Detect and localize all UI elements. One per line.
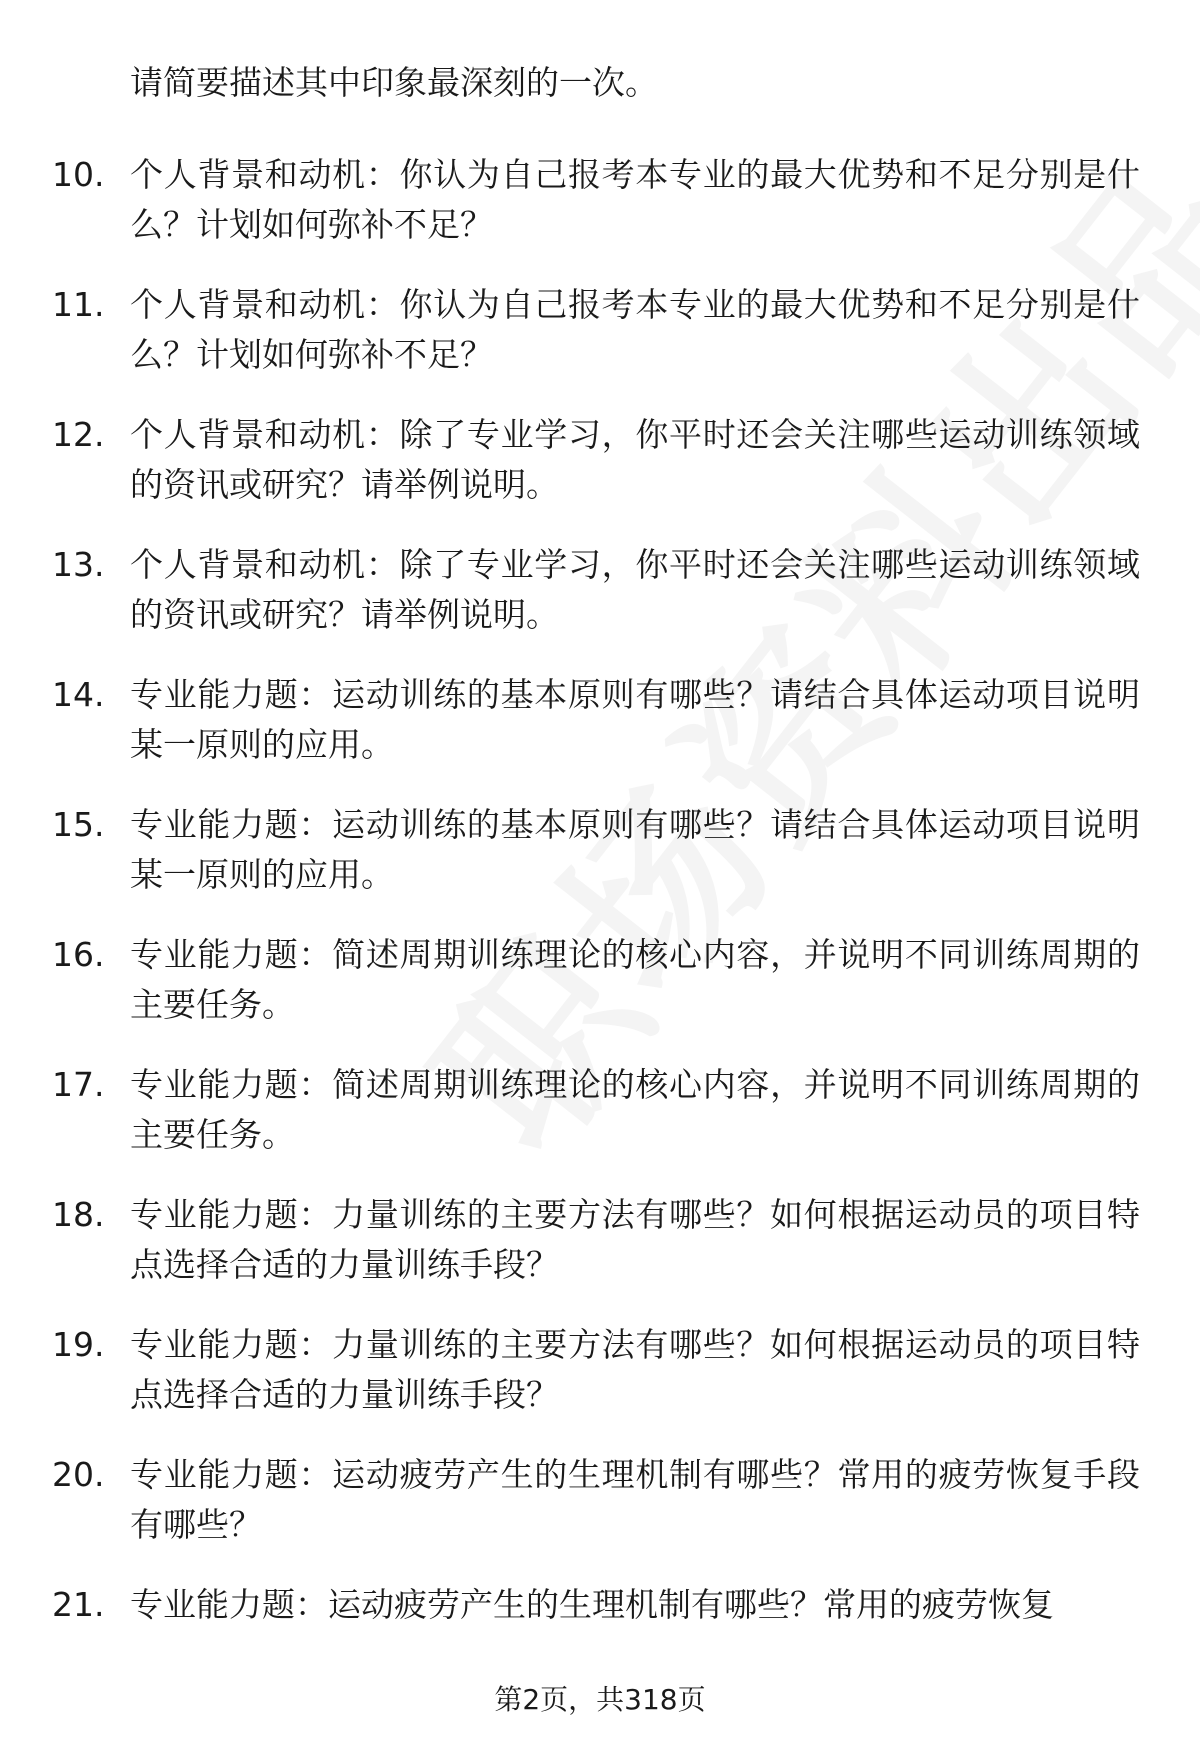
question-text: 专业能力题：运动训练的基本原则有哪些？请结合具体运动项目说明某一原则的应用。 xyxy=(130,805,1140,894)
question-number: 16. xyxy=(52,935,105,974)
question-text: 个人背景和动机：除了专业学习，你平时还会关注哪些运动训练领域的资讯或研究？请举例说明。 xyxy=(130,545,1140,634)
question-number: 10. xyxy=(52,155,105,194)
question-number: 11. xyxy=(52,285,105,324)
question-item xyxy=(0,1450,1200,1580)
question-item xyxy=(0,540,1200,670)
question-item xyxy=(0,280,1200,410)
question-item xyxy=(0,800,1200,930)
question-number: 19. xyxy=(52,1325,105,1364)
question-text: 个人背景和动机：你认为自己报考本专业的最大优势和不足分别是什么？计划如何弥补不足？ xyxy=(130,155,1140,244)
question-text: 专业能力题：简述周期训练理论的核心内容，并说明不同训练周期的主要任务。 xyxy=(130,1065,1140,1154)
question-text: 专业能力题：运动疲劳产生的生理机制有哪些？常用的疲劳恢复 xyxy=(130,1585,1054,1624)
question-text: 个人背景和动机：除了专业学习，你平时还会关注哪些运动训练领域的资讯或研究？请举例说明。 xyxy=(130,415,1140,504)
question-number: 15. xyxy=(52,805,105,844)
question-text: 个人背景和动机：你认为自己报考本专业的最大优势和不足分别是什么？计划如何弥补不足？ xyxy=(130,285,1140,374)
question-number: 17. xyxy=(52,1065,105,1104)
page-footer xyxy=(0,1680,1200,1720)
question-text: 专业能力题：运动训练的基本原则有哪些？请结合具体运动项目说明某一原则的应用。 xyxy=(130,675,1140,764)
question-text: 专业能力题：力量训练的主要方法有哪些？如何根据运动员的项目特点选择合适的力量训练手段？ xyxy=(130,1325,1140,1414)
question-item xyxy=(0,410,1200,540)
question-text: 专业能力题：运动疲劳产生的生理机制有哪些？常用的疲劳恢复手段有哪些？ xyxy=(130,1455,1140,1544)
question-number: 18. xyxy=(52,1195,105,1234)
question-item xyxy=(0,670,1200,800)
continuation-text: 请简要描述其中印象最深刻的一次。 xyxy=(130,63,658,102)
question-item xyxy=(0,930,1200,1060)
question-number: 12. xyxy=(52,415,105,454)
question-item xyxy=(0,1320,1200,1450)
question-item xyxy=(0,1060,1200,1190)
question-text: 专业能力题：简述周期训练理论的核心内容，并说明不同训练周期的主要任务。 xyxy=(130,935,1140,1024)
question-number: 20. xyxy=(52,1455,105,1494)
question-item xyxy=(0,1190,1200,1320)
question-number: 13. xyxy=(52,545,105,584)
question-number: 14. xyxy=(52,675,105,714)
page-number-label: 第2页，共318页 xyxy=(494,1683,706,1716)
question-text: 专业能力题：力量训练的主要方法有哪些？如何根据运动员的项目特点选择合适的力量训练手段？ xyxy=(130,1195,1140,1284)
question-item xyxy=(0,150,1200,280)
question-list xyxy=(0,150,1200,1710)
question-number: 21. xyxy=(52,1585,105,1624)
